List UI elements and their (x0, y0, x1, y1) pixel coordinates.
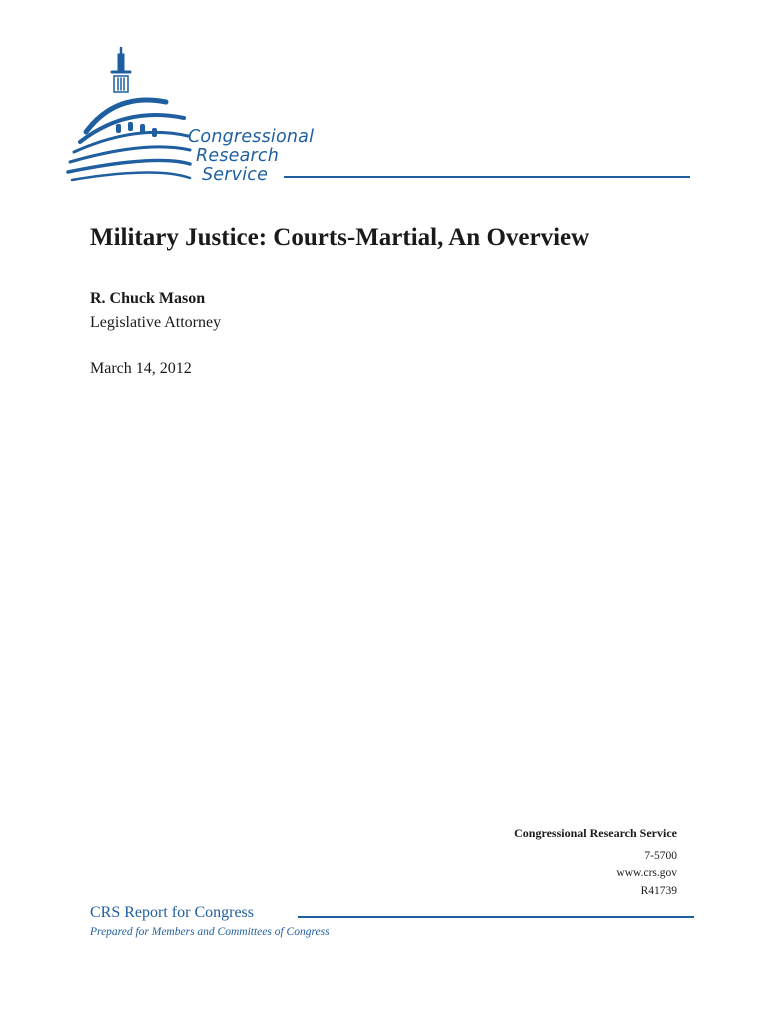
author-role: Legislative Attorney (90, 314, 222, 331)
org-name-line1: Congressional (188, 127, 315, 147)
info-phone: 7-5700 (644, 849, 677, 862)
org-name-line2: Research (196, 146, 280, 166)
footer-subtitle: Prepared for Members and Committees of Congress (90, 926, 330, 938)
info-website[interactable]: www.crs.gov (616, 867, 677, 879)
info-organization: Congressional Research Service (514, 826, 677, 840)
author-name: R. Chuck Mason (90, 290, 206, 307)
footer-title: CRS Report for Congress (90, 904, 254, 921)
org-name-line3: Service (202, 165, 269, 185)
footer-divider (298, 916, 694, 918)
info-report-number: R41739 (640, 884, 677, 897)
document-title: Military Justice: Courts-Martial, An Overview (90, 224, 590, 251)
report-info-block (514, 825, 677, 900)
document-date: March 14, 2012 (90, 360, 192, 377)
header-divider (284, 176, 690, 178)
